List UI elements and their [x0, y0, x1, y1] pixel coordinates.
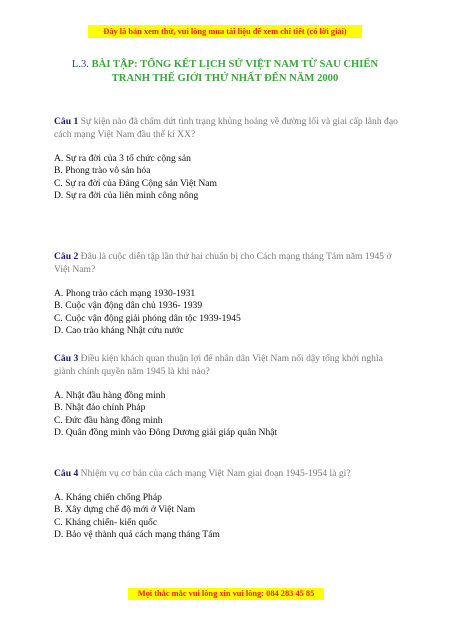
question-3-option-c: C. Đức đầu hàng đồng minh [54, 414, 163, 426]
question-1-option-c: C. Sự ra đời của Đảng Cộng sản Việt Nam [54, 177, 217, 189]
question-4-option-a: A. Kháng chiến chống Pháp [54, 492, 162, 503]
question-2-option-d: D. Cao trào kháng Nhật cứu nước [54, 325, 184, 337]
question-4 [54, 467, 406, 542]
question-1-option-a: A. Sự ra đời của 3 tổ chức cộng sản [54, 153, 191, 164]
question-4-text: Nhiệm vụ cơ bản của cách mạng Việt Nam giai đoạn 1945-1954 là gì? [80, 468, 351, 479]
question-2-option-a: A. Phong trào cách mạng 1930-1931 [54, 288, 196, 299]
question-1 [54, 115, 406, 203]
question-3-option-b: B. Nhật đảo chính Pháp [54, 402, 146, 414]
question-2-option-b: B. Cuộc vận động dân chủ 1936- 1939 [54, 300, 203, 312]
question-2 [54, 250, 406, 338]
question-4-option-d: D. Bảo vệ thành quả cách mạng tháng Tám [54, 529, 220, 541]
question-3-prompt [54, 352, 406, 378]
question-1-label: Câu 1 [54, 116, 79, 127]
document-title [40, 58, 410, 86]
question-4-label: Câu 4 [54, 468, 79, 479]
title-text-line-2: TRANH THẾ GIỚI THỨ NHẤT ĐẾN NĂM 2000 [111, 73, 339, 84]
question-4-option-b: B. Xây dựng chế độ mới ở Việt Nam [54, 504, 196, 516]
question-1-option-d: D. Sự ra đời của liên minh công nông [54, 190, 199, 202]
question-3-label: Câu 3 [54, 353, 79, 364]
contact-footer-banner: Mọi thắc mắc vui lòng xin vui lòng: 084 283 45 85 [128, 588, 324, 600]
question-1-text: Sự kiện nào đã chấm dứt tình trạng khủng hoảng về đường lối và giai cấp lãnh đạo cách mạng Việt Nam đầu thế kỉ XX? [54, 116, 398, 140]
question-4-prompt [54, 467, 406, 480]
question-3 [54, 352, 406, 440]
question-3-text: Điều kiện khách quan thuận lợi để nhân dân Việt Nam nổi dậy tổng khởi nghĩa giành chính quyền năm 1945 là khi nào? [54, 353, 383, 377]
title-line-1 [40, 58, 410, 72]
question-4-option-c: C. Kháng chiến- kiến quốc [54, 516, 158, 528]
question-2-label: Câu 2 [54, 251, 79, 262]
question-2-prompt [54, 250, 406, 276]
title-text-line-1: BÀI TẬP: TỔNG KẾT LỊCH SỬ VIỆT NAM TỪ SAU CHIẾN [91, 59, 379, 70]
question-1-prompt [54, 115, 406, 141]
question-2-option-c: C. Cuộc vận động giải phóng dân tộc 1939-1945 [54, 312, 241, 324]
question-1-option-b: B. Phong trào vô sản hóa [54, 165, 151, 177]
preview-notice-banner: Đây là bản xem thử, vui lòng mua tài liệu để xem chi tiết (có lời giải) [88, 25, 362, 38]
question-3-option-d: D. Quân đồng minh vào Đông Dương giải giáp quân Nhật [54, 427, 278, 439]
question-3-option-a: A. Nhật đầu hàng đồng minh [54, 390, 166, 401]
question-2-text: Đâu là cuộc diễn tập lần thứ hai chuẩn bị cho Cách mạng tháng Tám năm 1945 ở Việt Nam? [54, 251, 392, 275]
title-number: L.3. [71, 59, 89, 70]
